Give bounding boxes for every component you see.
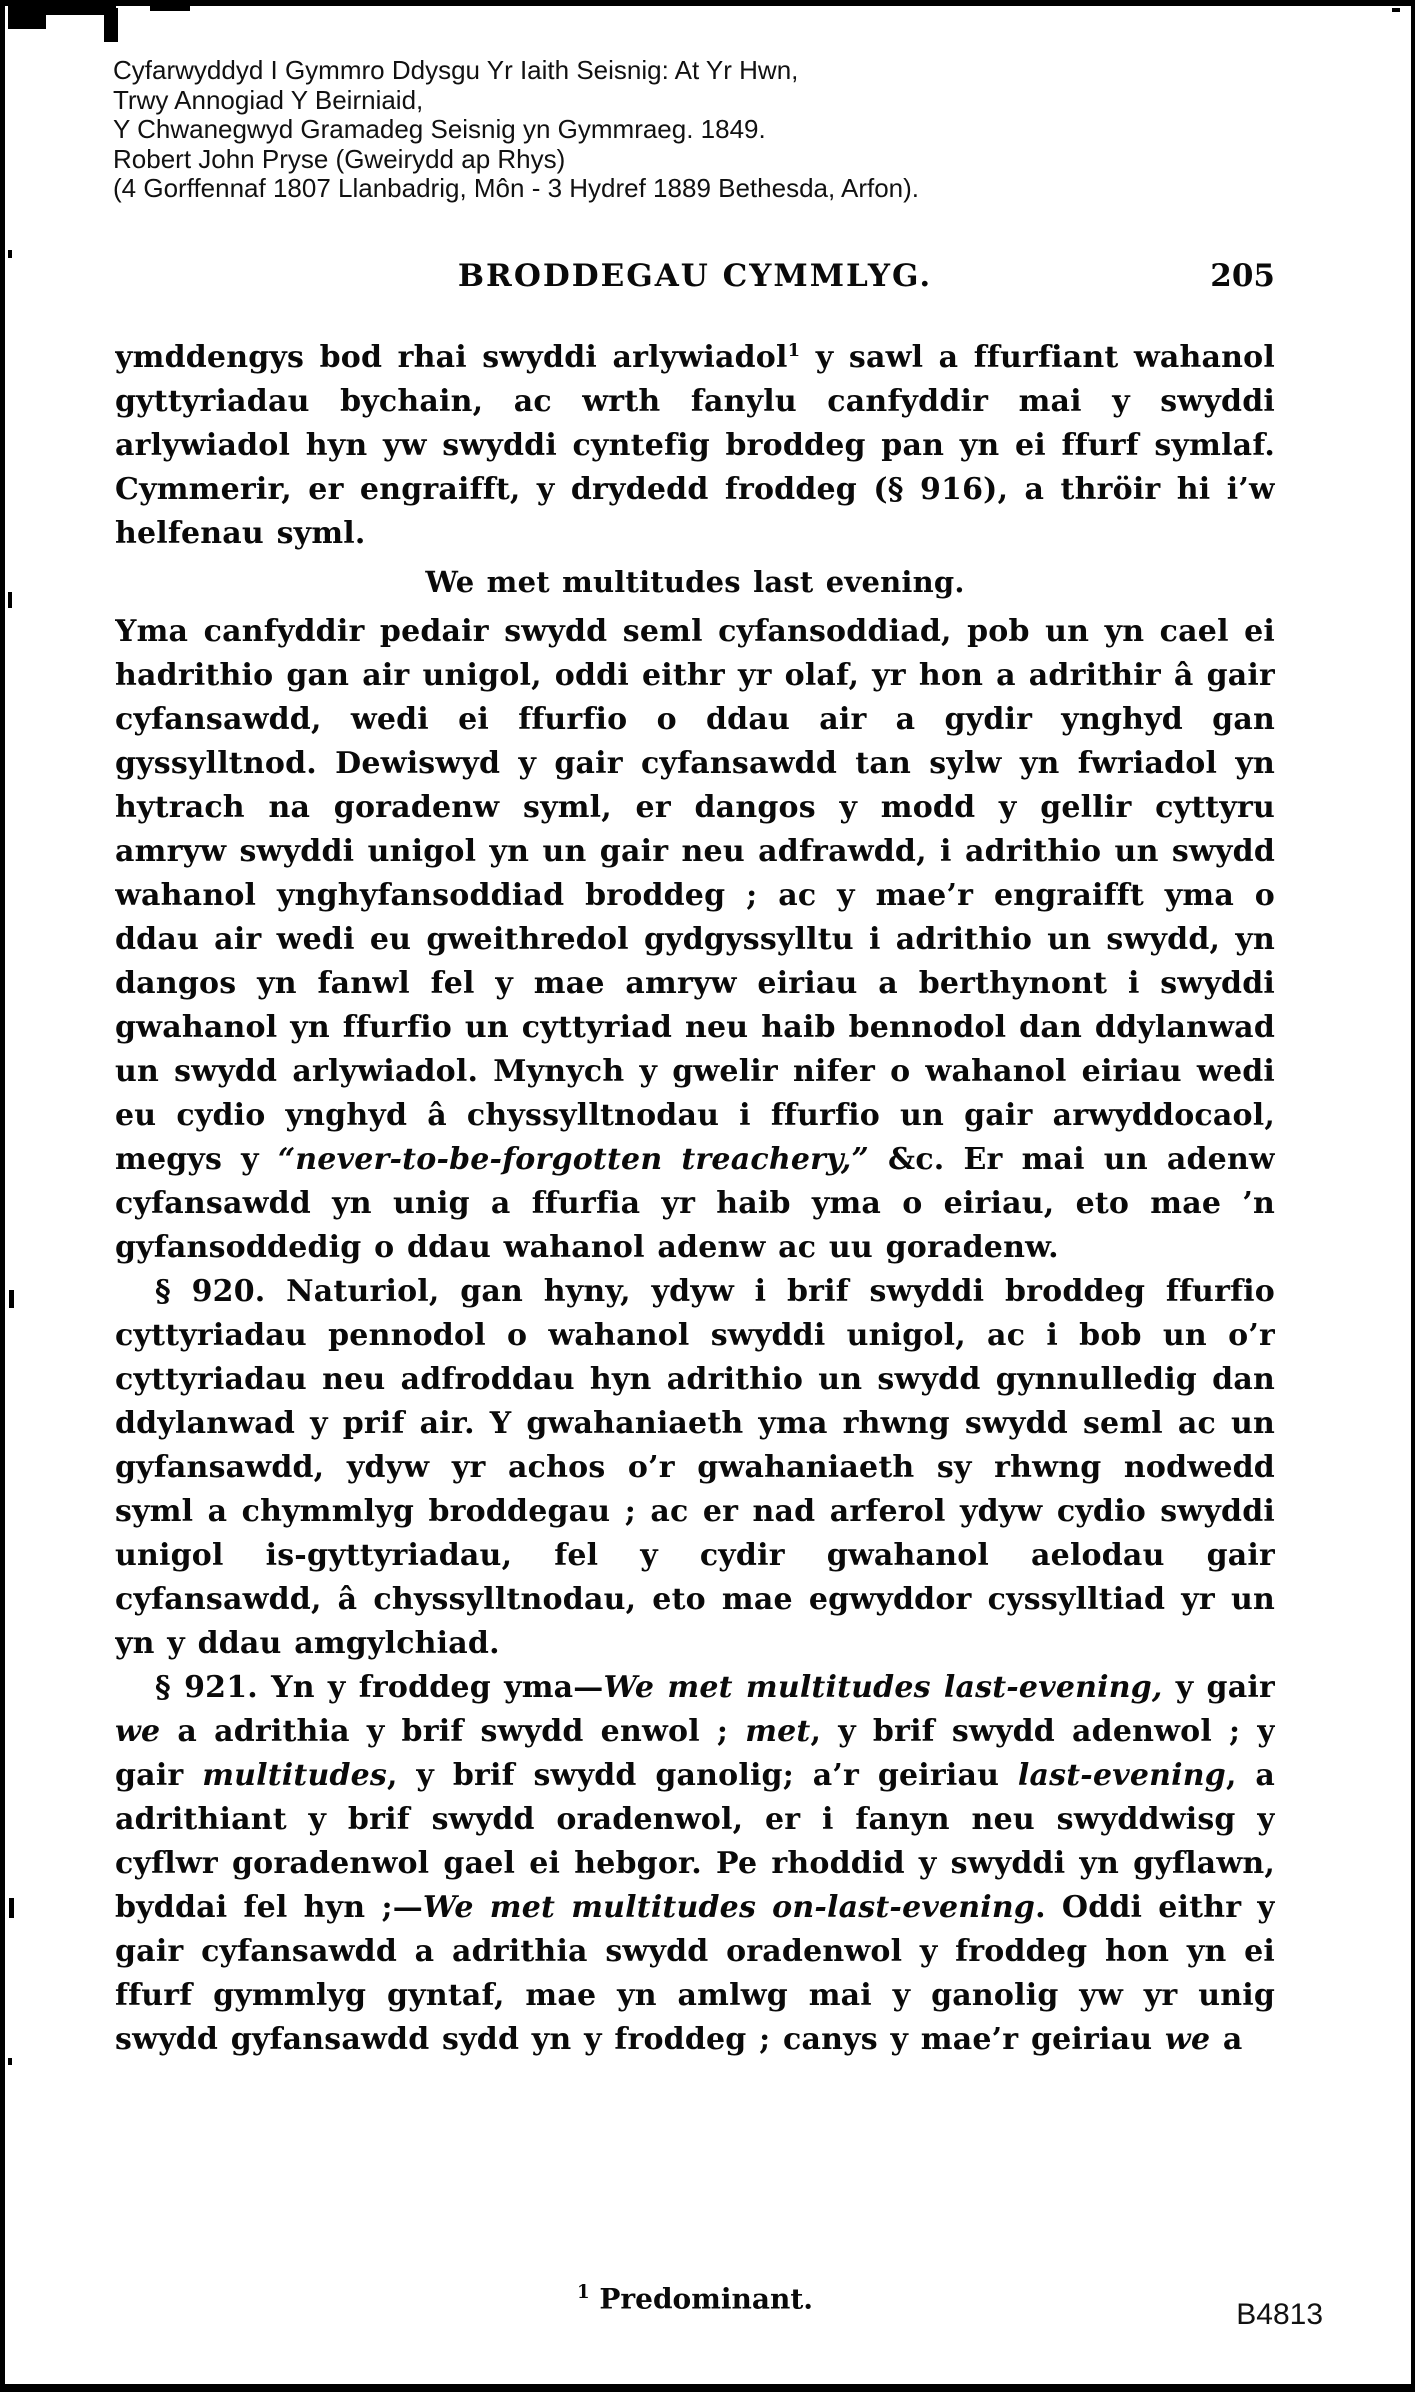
scan-artifact-top-right-dot — [1392, 8, 1400, 12]
example-sentence: We met multitudes last evening. — [425, 565, 965, 599]
shelfmark: B4813 — [1236, 2298, 1323, 2331]
scan-artifact-left-mark-1 — [8, 592, 12, 608]
footnote-marker: 1 — [576, 2282, 590, 2303]
annotation-line: Robert John Pryse (Gweirydd ap Rhys) — [113, 143, 566, 174]
scan-artifact-top-left-blob — [8, 5, 46, 29]
paragraph: § 920. Naturiol, gan hyny, ydyw i brif swyddi broddeg ffurfio cyttyriadau pennodol o wahanol swyddi unigol, ac i bob un o’r cyttyriadau neu adfroddau hyn adrithio un swydd gynnulledig dan ddylanwad y prif air. Y gwahaniaeth yma rhwng swydd seml ac un gyfansawdd, ydyw yr achos o’r gwahaniaeth sy rhwng nodwedd syml a chymmlyg broddegau ; ac er nad arferol ydyw cydio swyddi unigol is-gyttyriadau, fel y cydir gwahanol aelodau gair cyfansawdd, â chyssylltnodau, eto mae egwyddor cyssylltiad yr un yn y ddau amgylchiad. — [115, 1274, 1275, 1661]
scan-artifact-left-dot-2 — [8, 2058, 12, 2065]
scan-artifact-left-mark-3 — [9, 1898, 14, 1918]
annotation-line: Y Chwanegwyd Gramadeg Seisnig yn Gymmraeg. 1849. — [113, 114, 766, 144]
footnote-text: Predominant. — [599, 2282, 814, 2316]
annotation-block — [113, 56, 1213, 204]
scan-artifact-left-dot-1 — [8, 250, 12, 258]
scan-artifact-top-dash — [150, 6, 190, 11]
chapter-title: BRODDEGAU CYMMLYG. — [457, 258, 933, 294]
scan-artifact-top-left-tab — [104, 8, 118, 42]
paragraph: ymddengys bod rhai swyddi arlywiadol$^1$ y sawl a ffurfiant wahanol gyttyriadau bychain, ac wrth fanylu canfyddir mai y swyddi arlywiadol hyn yw swyddi cyntefig broddeg pan yn ei ffurf symlaf. Cymmerir, er engraifft, y drydedd froddeg (§ 916), a thröir hi i’w helfenau syml. — [115, 340, 1275, 551]
scan-artifact-left-mark-2 — [9, 1290, 14, 1308]
body-paragraphs — [115, 336, 1275, 2278]
annotation-line: Trwy Annogiad Y Beirniaid, — [113, 84, 424, 115]
annotation-line: Cyfarwyddyd I Gymmro Ddysgu Yr Iaith Seisnig: At Yr Hwn, — [113, 55, 799, 85]
running-header — [115, 258, 1275, 302]
annotation-line: (4 Gorffennaf 1807 Llanbadrig, Môn - 3 Hydref 1889 Bethesda, Arfon). — [113, 173, 920, 203]
paragraph: Yma canfyddir pedair swydd seml cyfansoddiad, pob un yn cael ei hadrithio gan air unigol, oddi eithr yr olaf, yr hon a adrithir â gair cyfansawdd, wedi ei ffurfio o ddau air a gydir ynghyd gan gyssylltnod. Dewiswyd y gair cyfansawdd tan sylw yn fwriadol yn hytrach na goradenw syml, er dangos y modd y gellir cyttyru amryw swyddi unigol yn un gair neu adfrawdd, i adrithio un swydd wahanol ynghyfansoddiad broddeg ; ac y mae’r engraifft yma o ddau air wedi eu gweithredol gydgyssylltu i adrithio un swydd, yn dangos yn fanwl fel y mae amryw eiriau a berthynont i swyddi gwahanol yn ffurfio un cyttyriad neu haib bennodol dan ddylanwad un swydd arlywiadol. Mynych y gwelir nifer o wahanol eiriau wedi eu cydio ynghyd â chyssylltnodau i ffurfio un gair arwyddocaol, megys y “never-to-be-forgotten treachery,” &c. Er mai un adenw cyfansawdd yn unig a ffurfia yr haib yma o eiriau, eto mae ’n gyfansoddedig o ddau wahanol adenw ac uu goradenw. — [115, 614, 1275, 1265]
page-number: 205 — [1210, 258, 1275, 294]
paragraph: § 921. Yn y froddeg yma—We met multitudes last-evening, y gair we a adrithia y brif swydd enwol ; met, y brif swydd adenwol ; y gair multitudes, y brif swydd ganolig; a’r geiriau last-evening, a adrithiant y brif swydd oradenwol, er i fanyn neu swyddwisg y cyflwr goradenwol gael ei hebgor. Pe rhoddid y swyddi yn gyflawn, byddai fel hyn ;—We met multitudes on-last-evening. Oddi eithr y gair cyfansawdd a adrithia swydd oradenwol y froddeg hon yn ei ffurf gymmlyg gyntaf, mae yn amlwg mai y ganolig yw yr unig swydd gyfansawdd sydd yn y froddeg ; canys y mae’r geiriau we a — [115, 1670, 1275, 2057]
footnote — [115, 2282, 1275, 2315]
